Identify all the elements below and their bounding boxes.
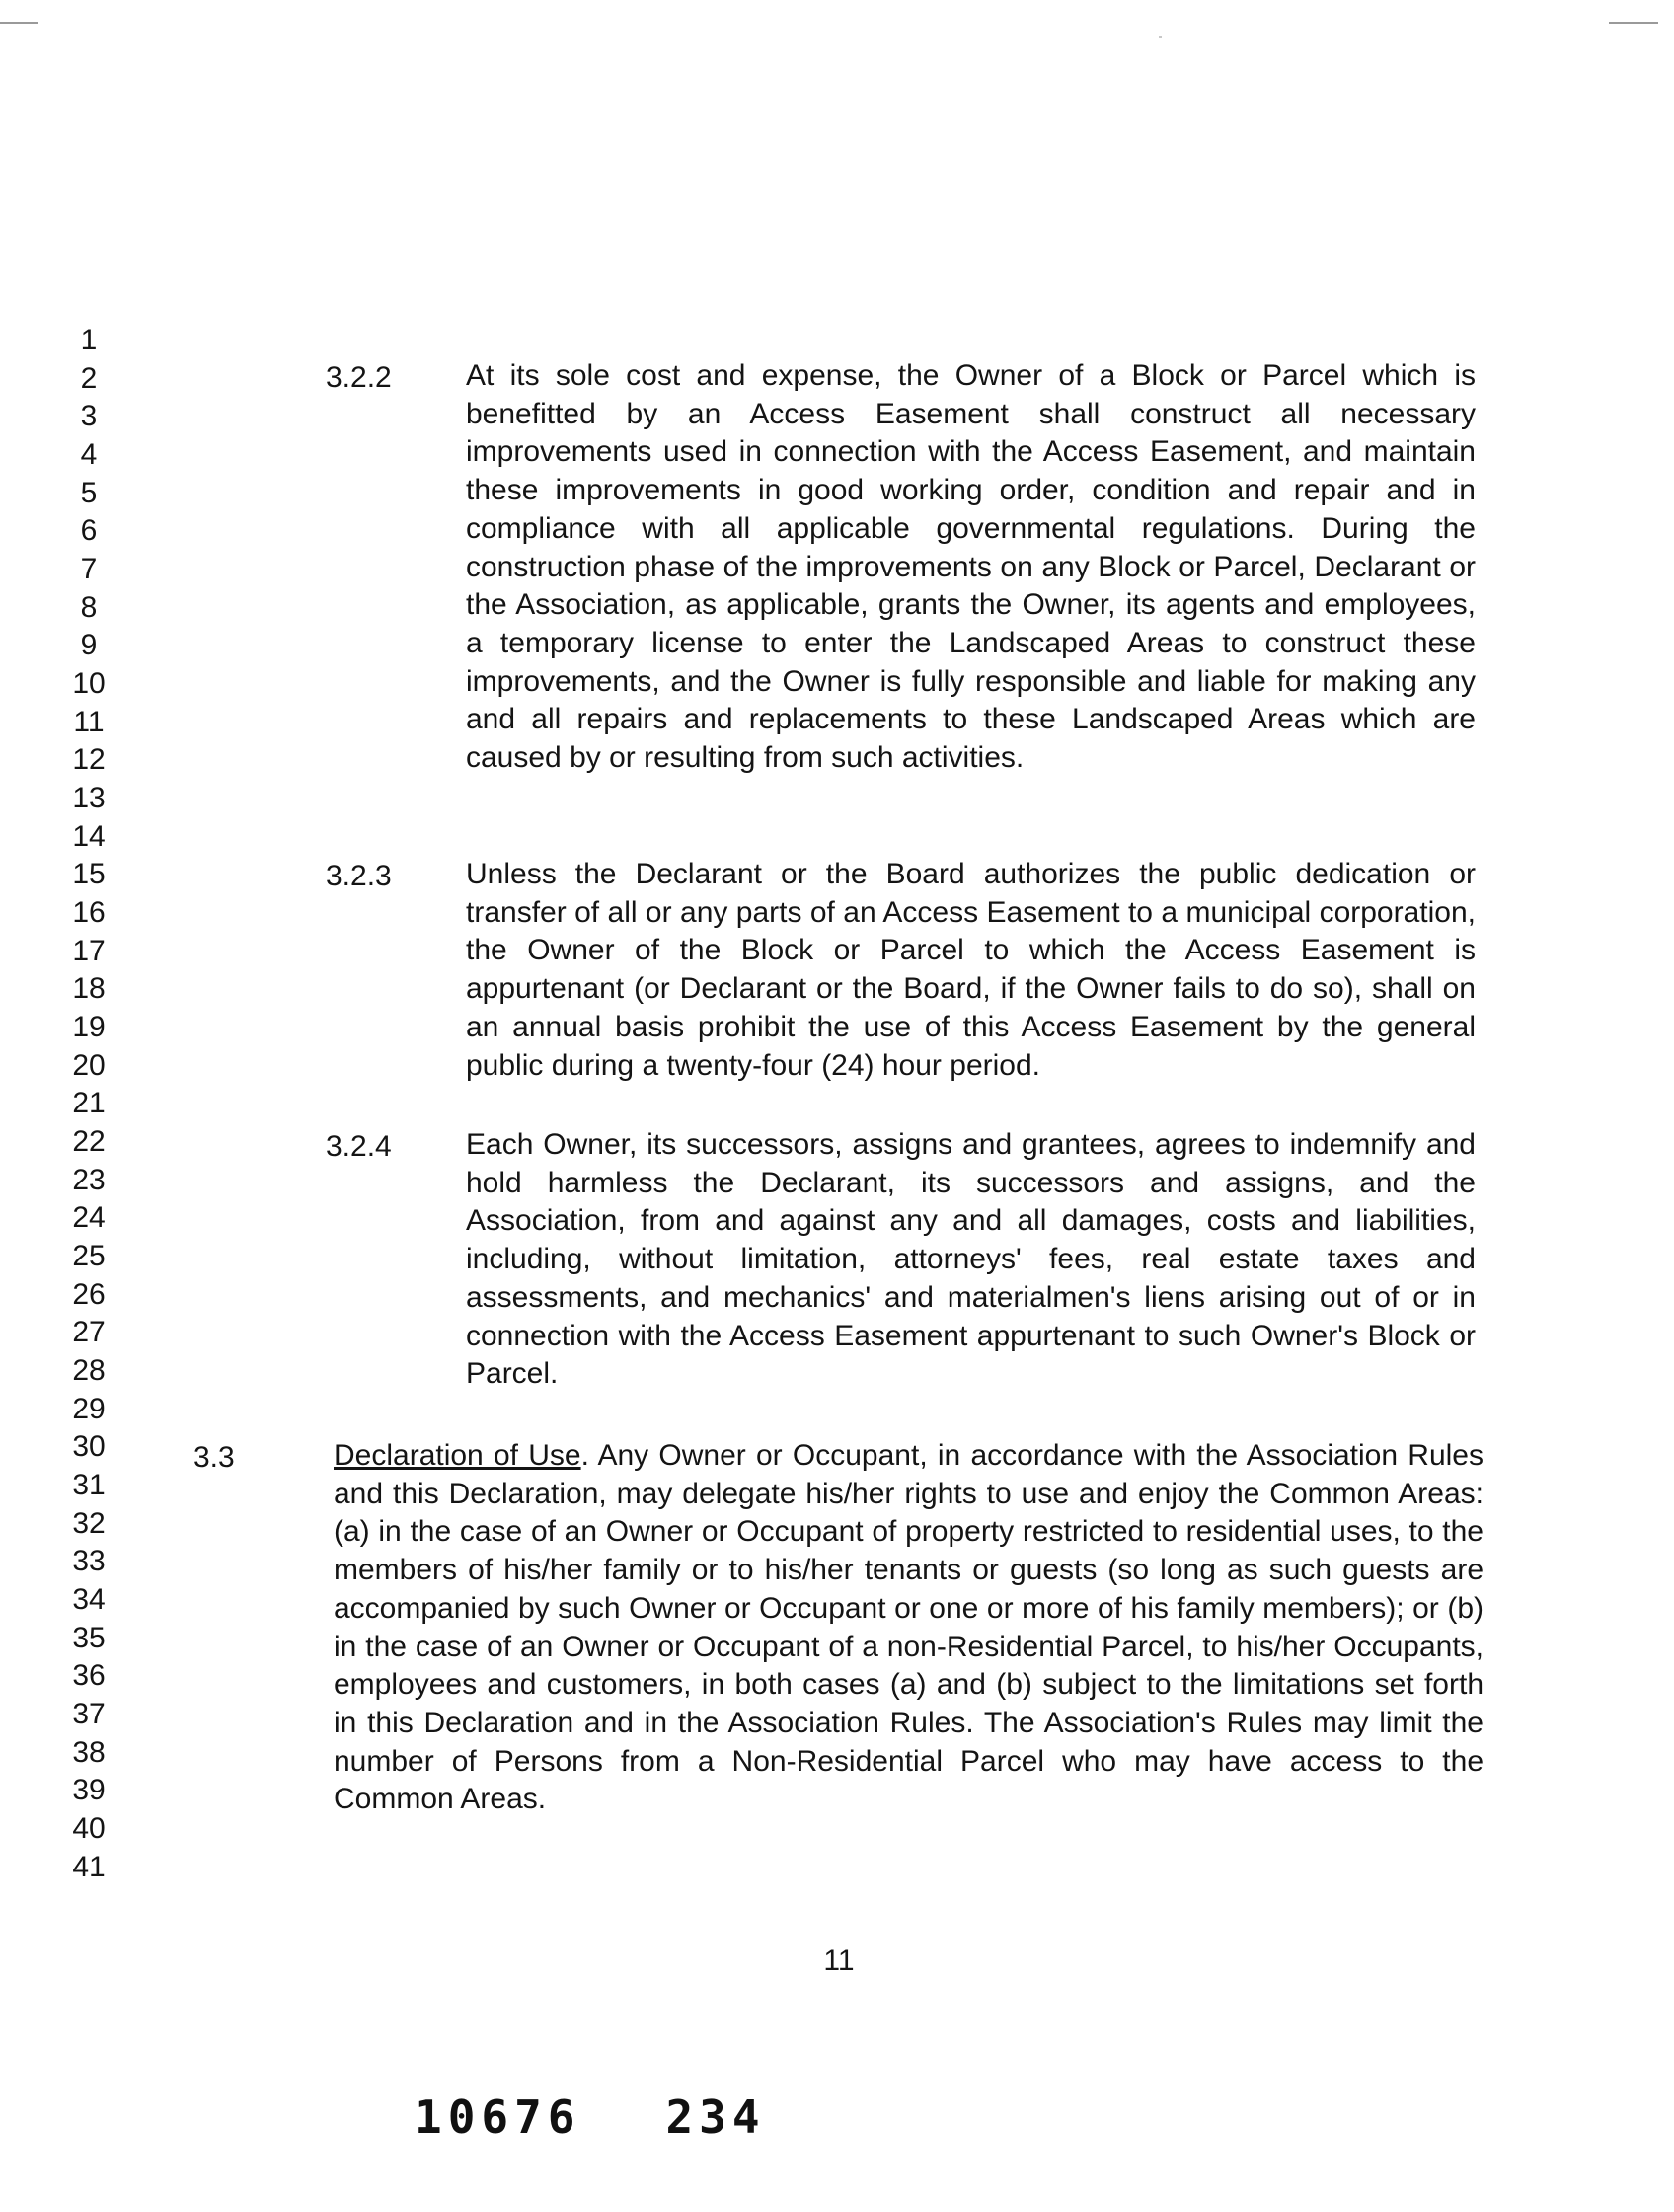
line-number: 20 [72, 1049, 106, 1082]
line-number: 32 [72, 1507, 106, 1540]
line-number: 12 [72, 743, 106, 776]
line-number: 4 [80, 438, 98, 471]
line-number: 13 [72, 782, 106, 814]
line-number: 1 [80, 324, 98, 356]
line-number: 6 [80, 514, 98, 547]
line-number: 29 [72, 1393, 106, 1425]
line-number: 24 [72, 1201, 106, 1234]
scan-edge-mark-left [0, 22, 38, 24]
recording-page-number: 234 [665, 2091, 766, 2144]
section-3-2-4-paragraph: Each Owner, its successors, assigns and grantees, agrees to indemnify and hold harmless the Declarant, its successors and assigns, and the Association, from and against any and all damages, costs and liabilities, including, without limitation, attorneys' fees, real estate taxes and assessments, and mechanics' and materialmen's liens arising out of or in connection with the Access Easement appurtenant to such Owner's Block or Parcel. [466, 1128, 1476, 1391]
line-number: 41 [72, 1851, 106, 1883]
line-number: 25 [72, 1240, 106, 1272]
line-number: 38 [72, 1736, 106, 1769]
section-number: 3.3 [193, 1441, 235, 1474]
line-number: 27 [72, 1316, 106, 1348]
line-number: 33 [72, 1545, 106, 1577]
line-number: 5 [80, 477, 98, 509]
line-number: 16 [72, 896, 106, 929]
line-number: 9 [80, 629, 98, 661]
line-number: 34 [72, 1583, 106, 1616]
line-number: 39 [72, 1774, 106, 1806]
section-heading: Declaration of Use [334, 1439, 581, 1472]
line-number: 17 [72, 935, 106, 967]
section-3-3-text: . Any Owner or Occupant, in accordance with the Association Rules and this Declaration, may delegate his/her rights to use and enjoy the Common Areas: (a) in the case of an Owner or Occupant of property restricted to residential uses, to the members of his/her family or to his/her tenants or guests (so long as such guests are accompanied by such Owner or Occupant or one or more of his family members); or (b) in the case of an Owner or Occupant of a non-Residential Parcel, to his/her Occupants, employees and customers, in both cases (a) and (b) subject to the limitations set forth in this Declaration and in the Association Rules. The Association's Rules may limit the number of Persons from a Non-Residential Parcel who may have access to the Common Areas. [334, 1439, 1484, 1816]
section-number: 3.2.3 [326, 860, 392, 892]
line-number: 14 [72, 820, 106, 853]
section-3-2-3-paragraph: Unless the Declarant or the Board authorizes the public dedication or transfer of all or any parts of an Access Easement to a municipal corporation, the Owner of the Block or Parcel to which the Access Easement is appurtenant (or Declarant or the Board, if the Owner fails to do so), shall on an annual basis prohibit the use of this Access Easement by the general public during a twenty-four (24) hour period. [466, 858, 1476, 1082]
line-number: 35 [72, 1622, 106, 1654]
line-number: 36 [72, 1659, 106, 1692]
recording-book-number: 10676 [415, 2091, 581, 2144]
line-number: 19 [72, 1011, 106, 1043]
line-number: 40 [72, 1812, 106, 1845]
scan-edge-mark-right [1609, 22, 1658, 24]
line-number: 26 [72, 1278, 106, 1311]
line-number: 28 [72, 1354, 106, 1387]
line-number: 7 [80, 553, 98, 585]
scan-speck [1159, 36, 1162, 38]
recording-stamp [415, 2091, 766, 2144]
line-number: 31 [72, 1469, 106, 1501]
line-number: 15 [72, 858, 106, 890]
section-3-2-2-paragraph: At its sole cost and expense, the Owner of a Block or Parcel which is benefitted by an Access Easement shall construct all necessary improvements used in connection with the Access Easement, and maintain these improvements in good working order, condition and repair and in compliance with all applicable governmental regulations. During the construction phase of the improvements on any Block or Parcel, Declarant or the Association, as applicable, grants the Owner, its agents and employees, a temporary license to enter the Landscaped Areas to construct these improvements, and the Owner is fully responsible and liable for making any and all repairs and replacements to these Landscaped Areas which are caused by or resulting from such activities. [466, 359, 1476, 775]
line-number: 21 [72, 1087, 106, 1119]
line-number: 2 [80, 362, 98, 395]
line-number: 23 [72, 1164, 106, 1196]
section-number: 3.2.4 [326, 1130, 392, 1163]
section-3-3-paragraph [334, 1437, 1484, 1819]
line-number: 10 [72, 667, 106, 700]
section-number: 3.2.2 [326, 361, 392, 394]
line-number: 30 [72, 1430, 106, 1463]
line-number: 8 [80, 591, 98, 624]
line-number: 22 [72, 1125, 106, 1158]
line-number: 37 [72, 1698, 106, 1730]
line-number: 11 [73, 706, 105, 738]
page-number: 11 [823, 1945, 855, 1977]
line-number: 3 [80, 400, 98, 432]
line-number: 18 [72, 972, 106, 1005]
